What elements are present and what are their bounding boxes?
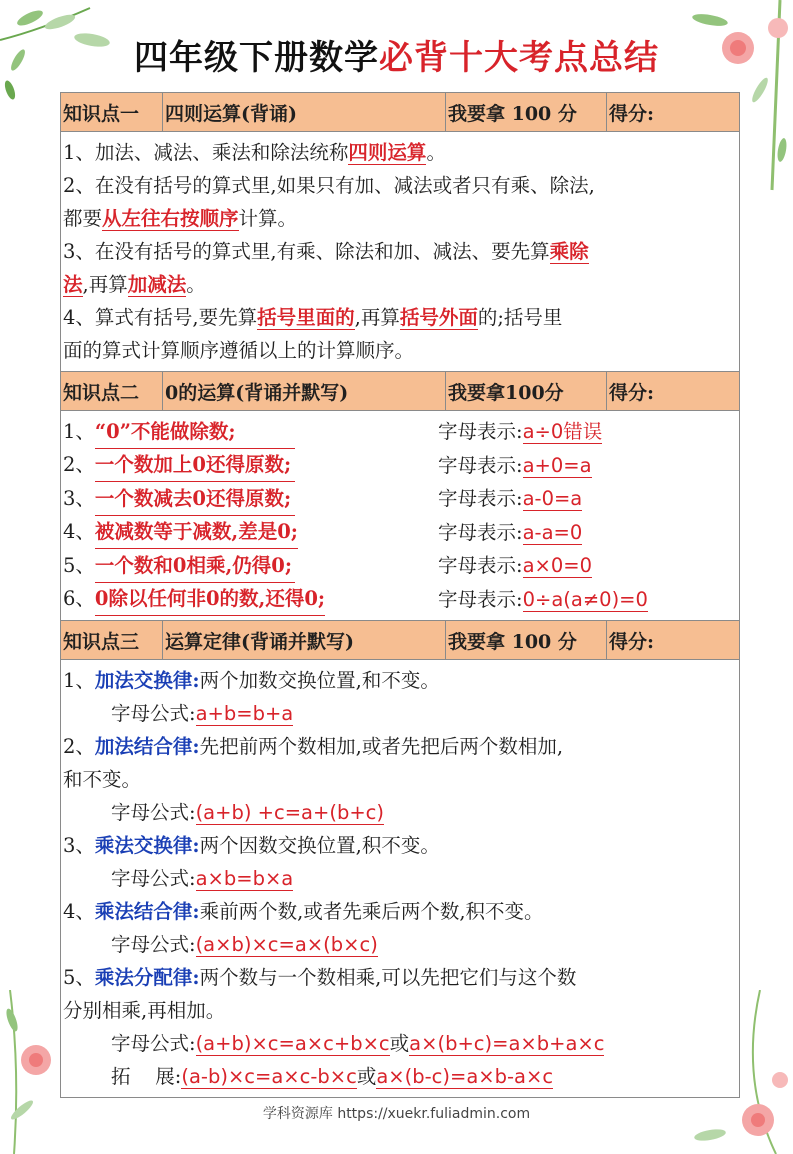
law-line — [63, 961, 735, 994]
text: 3、在没有括号的算式里,有乘、除法和加、减法、要先算 — [63, 240, 550, 263]
law-desc: 两个数与一个数相乘,可以先把它们与这个数 — [199, 966, 577, 989]
section-1-line — [63, 136, 735, 169]
item-number: 2、 — [63, 735, 95, 758]
formula: 0÷a(a≠0)=0 — [522, 587, 648, 611]
text: 计算。 — [238, 207, 298, 230]
section-1-line — [63, 301, 735, 334]
law-formula-line — [63, 928, 735, 961]
zero-rule: 一个数加上0还得原数; — [95, 448, 295, 482]
law-formula-line — [63, 1027, 735, 1060]
section-1-line — [63, 202, 735, 235]
score-label: 得分: — [609, 630, 655, 653]
section-3-body — [61, 660, 739, 1097]
title-part-2: 必背十大考点总结 — [379, 38, 659, 78]
formula-label: 字母公式: — [111, 933, 196, 956]
or-word: 或 — [389, 1032, 410, 1055]
item-number: 6、 — [63, 587, 95, 611]
text: 1、加法、减法、乘法和除法统称 — [63, 141, 349, 164]
item-number: 3、 — [63, 486, 95, 510]
key-term: 法 — [63, 273, 83, 296]
section-goal: 我要拿 100 分 — [446, 93, 607, 131]
zero-rule: 一个数减去0还得原数; — [95, 482, 295, 516]
zero-rule: 被减数等于减数,差是0; — [95, 515, 298, 549]
law-line — [63, 664, 735, 697]
law-name: 加法结合律: — [94, 735, 200, 758]
footer-source: 学科资源库 https://xuekr.fuliadmin.com — [262, 1106, 531, 1122]
section-goal: 我要拿100分 — [446, 372, 607, 410]
law-desc: 乘前两个数,或者先乘后两个数,积不变。 — [199, 900, 544, 923]
key-term: 括号里面的 — [257, 306, 355, 329]
zero-rule-row — [63, 415, 735, 449]
zero-rule-row — [63, 516, 735, 550]
zero-rule: 一个数和0相乘,仍得0; — [95, 549, 295, 583]
score-label: 得分: — [609, 102, 655, 125]
text: 。 — [426, 141, 446, 164]
zero-rule-row — [63, 482, 735, 516]
knowledge-sheet — [60, 92, 740, 1098]
extension-line — [63, 1060, 735, 1093]
law-desc-cont: 和不变。 — [63, 768, 142, 791]
section-1-line: 2、在没有括号的算式里,如果只有加、减法或者只有乘、除法, — [63, 174, 595, 197]
section-1-line: 面的算式计算顺序遵循以上的计算顺序。 — [63, 339, 415, 362]
text: ,再算 — [82, 273, 128, 296]
law-name: 乘法交换律: — [94, 834, 200, 857]
item-number: 1、 — [63, 419, 95, 443]
item-number: 4、 — [63, 900, 95, 923]
item-number: 5、 — [63, 966, 95, 989]
text: 4、算式有括号,要先算 — [63, 306, 258, 329]
section-label: 知识点二 — [61, 372, 163, 410]
key-term: 四则运算 — [348, 141, 427, 164]
zero-rule-row — [63, 549, 735, 583]
law-desc: 两个因数交换位置,积不变。 — [199, 834, 440, 857]
law-name: 乘法结合律: — [94, 900, 200, 923]
section-2-body — [61, 411, 739, 620]
item-number: 5、 — [63, 553, 95, 577]
formula: a×(b+c)=a×b+a×c — [409, 1032, 605, 1055]
section-1-body — [61, 132, 739, 371]
formula-hint: 字母表示: — [438, 587, 523, 611]
formula: a+0=a — [522, 453, 592, 477]
key-term: 从左往右按顺序 — [102, 207, 239, 230]
law-line — [63, 730, 735, 763]
zero-rule: 0除以任何非0的数,还得0; — [95, 582, 325, 616]
text: 的;括号里 — [477, 306, 563, 329]
score-label: 得分: — [609, 381, 655, 404]
section-3-header — [61, 620, 739, 660]
law-desc-cont: 分别相乘,再相加。 — [63, 999, 226, 1022]
law-line — [63, 895, 735, 928]
formula: a×b=b×a — [195, 867, 294, 890]
section-2-header — [61, 371, 739, 411]
formula-hint: 字母表示: — [438, 453, 523, 477]
section-1-header — [61, 93, 739, 132]
formula: (a+b) +c=a+(b+c) — [195, 801, 384, 824]
zero-rule-row — [63, 583, 735, 617]
page-title — [0, 30, 793, 79]
text: ,再算 — [354, 306, 400, 329]
formula-label: 字母公式: — [111, 1032, 196, 1055]
law-name: 加法交换律: — [94, 669, 200, 692]
law-desc: 先把前两个数相加,或者先把后两个数相加, — [199, 735, 564, 758]
law-formula-line — [63, 796, 735, 829]
section-1-line — [63, 268, 735, 301]
section-topic: 0的运算(背诵并默写) — [163, 372, 446, 410]
text: 都要 — [63, 207, 103, 230]
key-term: 加减法 — [127, 273, 187, 296]
zero-rule-row — [63, 449, 735, 483]
formula-hint: 字母表示: — [438, 520, 523, 544]
or-word: 或 — [356, 1065, 377, 1088]
formula: (a-b)×c=a×c-b×c — [181, 1065, 357, 1088]
item-number: 1、 — [63, 669, 95, 692]
formula: a÷0错误 — [522, 420, 603, 444]
extension-label: 拓 展: — [111, 1065, 182, 1088]
formula-label: 字母公式: — [111, 867, 196, 890]
formula: a×0=0 — [522, 554, 593, 578]
law-desc: 两个加数交换位置,和不变。 — [199, 669, 440, 692]
formula-label: 字母公式: — [111, 702, 196, 725]
section-goal: 我要拿 100 分 — [446, 621, 607, 659]
law-line — [63, 829, 735, 862]
zero-rule: “0”不能做除数; — [95, 415, 295, 449]
item-number: 4、 — [63, 520, 95, 544]
formula: a-a=0 — [522, 520, 583, 544]
section-label: 知识点一 — [61, 93, 163, 131]
key-term: 括号外面 — [399, 306, 478, 329]
law-name: 乘法分配律: — [94, 966, 200, 989]
title-part-1: 四年级下册数学 — [134, 38, 379, 78]
formula: a×(b-c)=a×b-a×c — [376, 1065, 554, 1088]
law-formula-line — [63, 862, 735, 895]
section-topic: 四则运算(背诵) — [163, 93, 446, 131]
formula-hint: 字母表示: — [438, 487, 523, 511]
formula: a+b=b+a — [195, 702, 294, 725]
formula-hint: 字母表示: — [438, 554, 523, 578]
formula: a-0=a — [522, 487, 583, 511]
item-number: 2、 — [63, 453, 95, 477]
item-number: 3、 — [63, 834, 95, 857]
formula-hint: 字母表示: — [438, 420, 523, 444]
key-term: 乘除 — [549, 240, 589, 263]
formula: (a+b)×c=a×c+b×c — [195, 1032, 390, 1055]
section-topic: 运算定律(背诵并默写) — [163, 621, 446, 659]
formula: (a×b)×c=a×(b×c) — [195, 933, 378, 956]
text: 。 — [186, 273, 206, 296]
formula-label: 字母公式: — [111, 801, 196, 824]
section-1-line — [63, 235, 735, 268]
law-formula-line — [63, 697, 735, 730]
section-label: 知识点三 — [61, 621, 163, 659]
